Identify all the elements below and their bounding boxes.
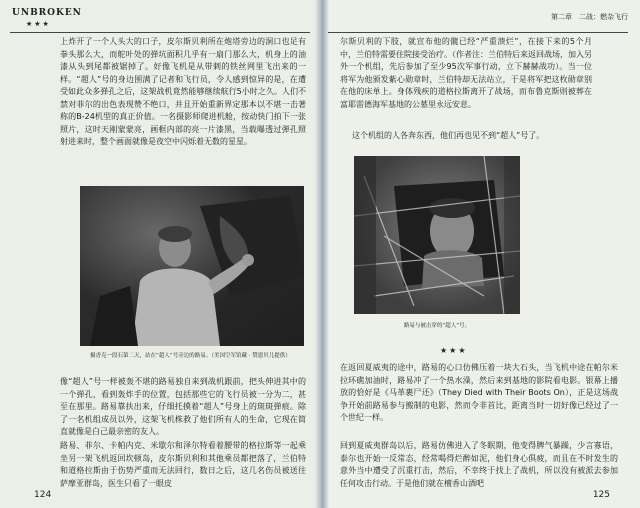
section-break-stars: ★★★ (440, 346, 468, 355)
running-head-stars: ★★★ (26, 20, 51, 28)
photo-louis-through-hole-image (354, 156, 520, 314)
right-paragraph-3: 在返回夏威夷的途中，路易的心口仿佛压着一块大石头，当飞机中途在帕尔米拉环礁加油时，路易冲了一个热水澡，然后来到基地的影院看电影。银幕上播放的恰好是《马革裹尸还》（They Died with Their Boots On），正是这场战争开始前路易参与搬制的电影，然而令非首比，距离当时一切好像已经过了一个世纪一样。 (340, 363, 618, 422)
running-head-right: 第二章 二战：燃杂飞行 (551, 13, 628, 21)
right-page-number: 125 (592, 490, 610, 500)
left-paragraph-1: 上炸开了一个人头大的口子，皮尔斯贝利所在炮塔旁边的洞口也足有拳头那么大，而舵叶处的弹坑面积几乎有一扇门那么大，机身上的油漆从头到尾都被锯掉了。好像飞机是从带刺的铁丝网里飞出来的一样。“超人”号的身边围满了记者和飞行员，令人感到惊异的是，在遭受如此众多弹孔之后，这架战机竟然能够继续航行5小时之久。人们不禁对菲尔的出色表现赞不绝口，并且开始重新界定那本以不堪一击著称的B-24机型的真正价值。一名摄影师爬进机舱，按动快门拍下一张照片，这时天刚蒙蒙亮，画框内部的亮一片漆黑，当载曝透过弹孔照射进来时，整个画面就像是夜空中闪烁着无数的星星。 (60, 37, 306, 146)
left-paragraph-2: 像“超人”号一样被轰不堪的路易独自来到战机跟前，把头伸进其中的一个弹孔，看到轰炸手的位置，包括那些它的飞行员被一分为二，甚至在那里。路易靠扶出来，仔细托摸着“超人”号身上的斑斑弹痕。除了一名机组成员以外，这架飞机株救了他们所有人的生命，它现在简直就像是白己最亲密的友人。 (60, 377, 306, 436)
left-page-number: 124 (34, 490, 52, 500)
book-gutter (315, 0, 329, 508)
right-photo-caption: 路易与被击穿的“超人”号。 (403, 323, 471, 329)
right-page (322, 0, 640, 508)
left-photo-caption: 摄香克一段石第二天，站在“超人”号旁边的路易。（美国空军馆藏 · 赞恩贝儿提供） (90, 353, 291, 359)
photo-louis-with-aircraft (80, 186, 304, 346)
right-paragraph-1: 尔斯贝利的下肢，就宣布他的髋已经“严重溃烂”，在接下来的5个月中，兰伯特需要住院接受治疗。（作者注：兰伯特后来返回战场，加入另外一个机组，先后参加了至少95次军事行动，立下赫赫战功）。当一位将军为他颁发紫心勋章时，兰伯特却无法站立，于是将军把这枚勋章别在他的床单上。身体残疾的道格拉斯离开了战场，而布鲁克斯则被葬在富耶雷德海军基地的公墓里永远安息。 (340, 37, 592, 109)
header-rule-right (328, 32, 628, 33)
photo-louis-with-aircraft-image (80, 186, 304, 346)
left-paragraph-3: 路易、菲尔、卡帕内克、米歇尔和泽尔特看着腰带的格拉斯等一起乘坐另一架飞机返回坎顿岛，皮尔斯贝利和其他乘员都把落了，兰伯特和道格拉斯由于伤势严重而无法回行，数日之后，这几名伤员被送往萨摩亚群岛，医生只看了一眼皮 (60, 441, 306, 488)
right-paragraph-2: 这个机组的人各奔东西，他们再也见不到“超人”号了。 (352, 131, 545, 140)
header-rule-left (10, 32, 310, 33)
right-paragraph-4: 回到夏威夷群岛以后，路易仿佛进入了冬眠期，他变得脾气暴躁，少言寡语，泰尔也开始一反常态，经常喝得烂醉如泥，他们身心俱疲，而且在不时发生的意外当中遭受了沉重打击，然后，不幸终于找上了战机，所以没有被派去参加任何攻击行动。于是他们就在檀香山酒吧 (340, 441, 618, 488)
photo-louis-through-hole (354, 156, 520, 314)
running-head-left: UNBROKEN (12, 8, 82, 18)
